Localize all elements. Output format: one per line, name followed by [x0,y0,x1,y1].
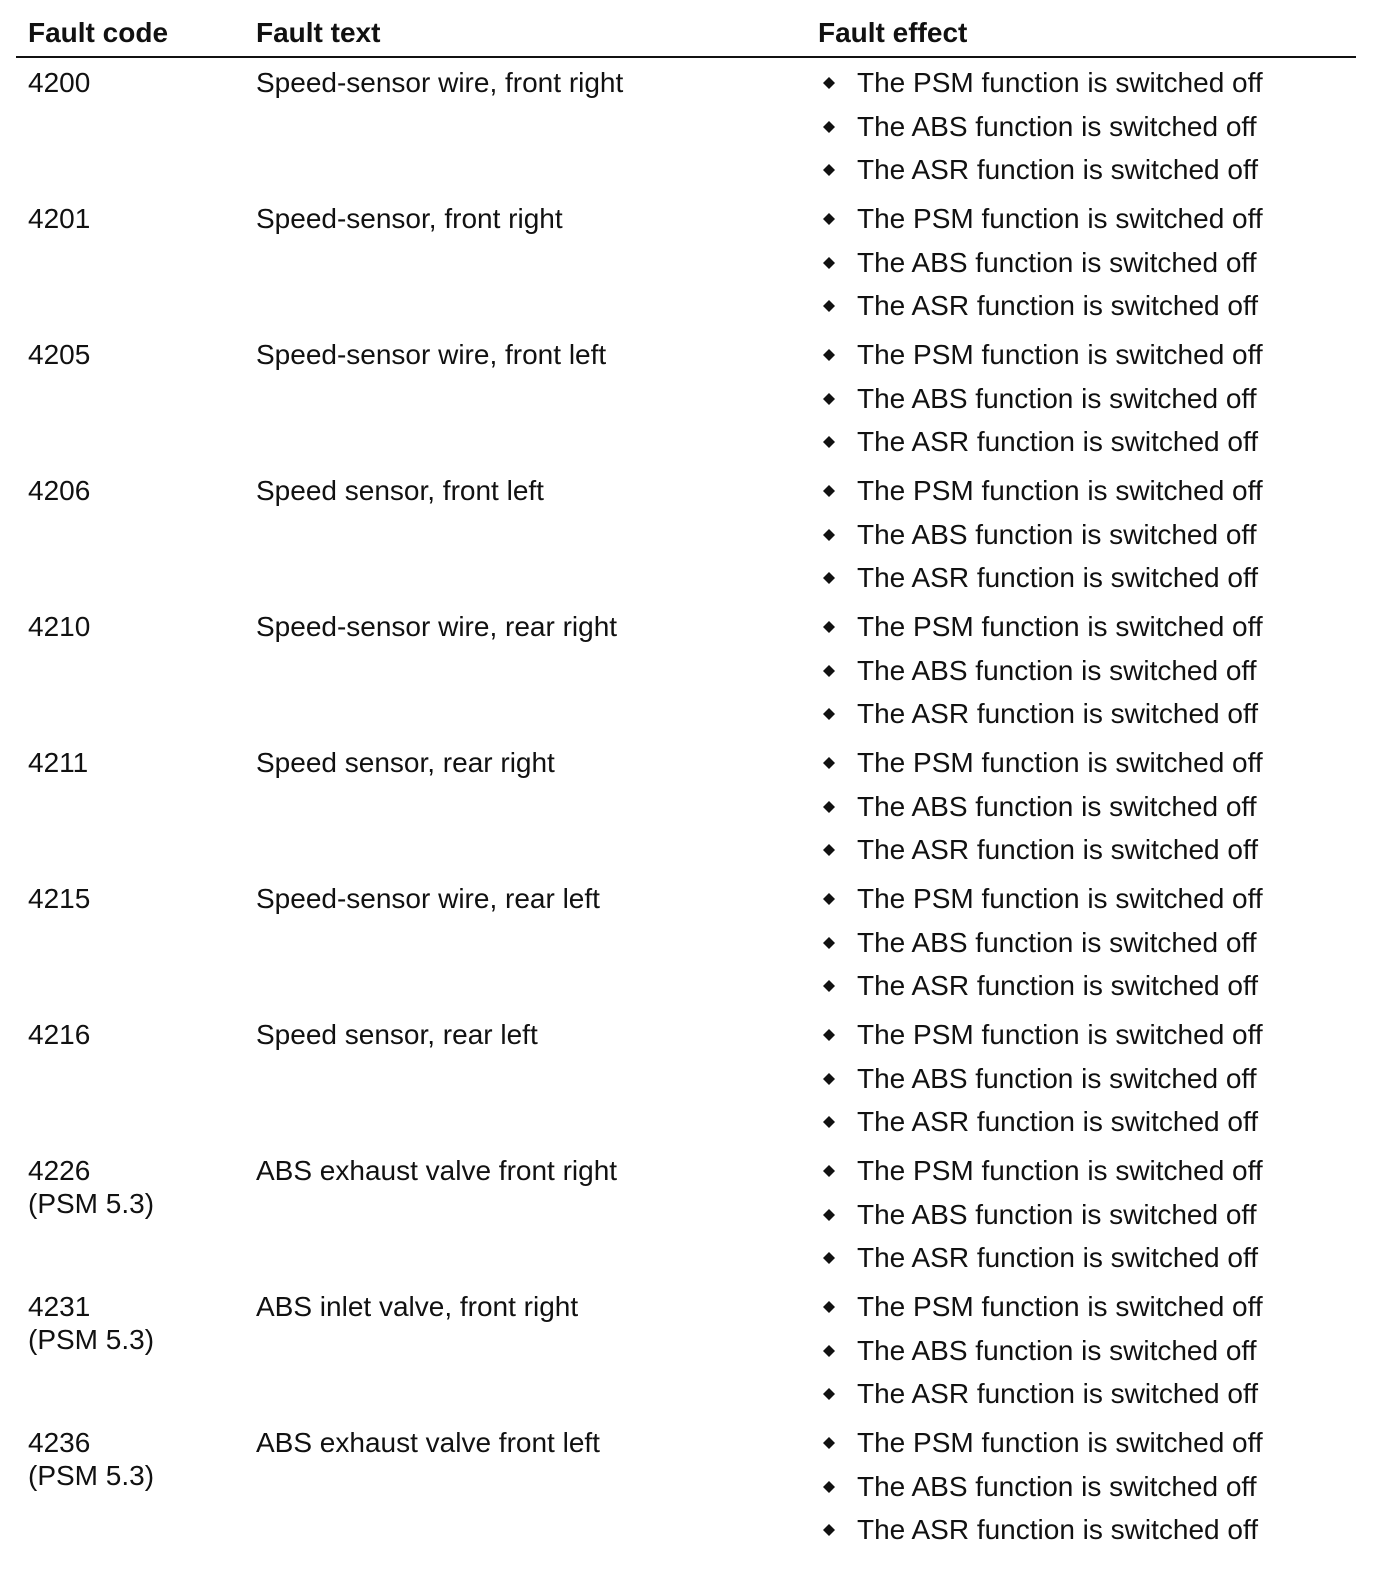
fault-effect-item [820,1513,1263,1557]
fault-code: 4236 [28,1427,91,1458]
fault-effect-item [820,153,1263,197]
fault-effect-item [820,66,1263,110]
fault-effect-text: The ASR function is switched off [857,970,1259,1001]
diamond-bullet-icon [823,1116,835,1128]
diamond-bullet-icon [823,257,835,269]
fault-effect-item [820,1290,1263,1334]
fault-text: Speed sensor, rear right [256,747,555,778]
table-row [0,332,1392,468]
fault-effect-text: The ABS function is switched off [857,518,1257,550]
fault-effect-item [820,382,1263,426]
fault-text: ABS exhaust valve front left [256,1427,600,1458]
fault-text: Speed-sensor wire, rear left [256,883,600,914]
diamond-bullet-icon [823,77,835,89]
fault-effect-item [820,110,1263,154]
header-rule [16,56,1356,58]
fault-effect-text: The ASR function is switched off [857,1514,1259,1545]
fault-effect-item [820,561,1263,605]
fault-code-cell [28,882,90,915]
fault-text: Speed sensor, front left [256,475,544,506]
table-row [0,1284,1392,1420]
table-row [0,196,1392,332]
fault-effect-text: The ABS function is switched off [857,110,1257,142]
diamond-bullet-icon [823,393,835,405]
diamond-bullet-icon [823,436,835,448]
fault-effect-text: The ABS function is switched off [857,654,1257,686]
diamond-bullet-icon [823,164,835,176]
diamond-bullet-icon [823,1252,835,1264]
table-row [0,468,1392,604]
fault-effect-list [820,610,1263,741]
fault-effect-text: The ASR function is switched off [857,290,1259,321]
diamond-bullet-icon [823,1437,835,1449]
diamond-bullet-icon [823,1481,835,1493]
diamond-bullet-icon [823,980,835,992]
table-row [0,60,1392,196]
header-fault-code: Fault code [28,17,169,48]
diamond-bullet-icon [823,300,835,312]
fault-effect-item [820,654,1263,698]
fault-effect-item [820,746,1263,790]
diamond-bullet-icon [823,572,835,584]
fault-effect-item [820,518,1263,562]
diamond-bullet-icon [823,621,835,633]
fault-effect-text: The PSM function is switched off [857,67,1263,98]
diamond-bullet-icon [823,485,835,497]
fault-effect-item [820,289,1263,333]
fault-effect-item [820,790,1263,834]
fault-effect-text: The PSM function is switched off [857,883,1263,914]
fault-code-cell [28,610,90,643]
fault-effect-text: The ABS function is switched off [857,1334,1257,1366]
fault-code: 4226 [28,1155,91,1186]
fault-effect-text: The PSM function is switched off [857,1155,1263,1186]
fault-effect-item [820,1470,1263,1514]
fault-text: Speed-sensor wire, front right [256,67,624,98]
table-row [0,1420,1392,1556]
fault-code-cell [28,338,90,371]
fault-effect-item [820,1334,1263,1378]
fault-effect-item [820,474,1263,518]
fault-effect-list [820,202,1263,333]
diamond-bullet-icon [823,349,835,361]
fault-effect-item [820,969,1263,1013]
fault-code: 4216 [28,1019,91,1050]
fault-text: ABS inlet valve, front right [256,1291,579,1322]
diamond-bullet-icon [823,1388,835,1400]
fault-text: Speed-sensor, front right [256,203,563,234]
fault-effect-text: The PSM function is switched off [857,1427,1263,1458]
fault-effect-text: The PSM function is switched off [857,339,1263,370]
fault-code: 4231 [28,1291,91,1322]
fault-effect-list [820,882,1263,1013]
fault-effect-list [820,746,1263,877]
fault-code: 4201 [28,203,91,234]
diamond-bullet-icon [823,1209,835,1221]
table-row [0,740,1392,876]
fault-effect-text: The PSM function is switched off [857,203,1263,234]
fault-effect-text: The ASR function is switched off [857,426,1259,457]
fault-code-cell [28,1426,154,1492]
diamond-bullet-icon [823,1345,835,1357]
diamond-bullet-icon [823,1073,835,1085]
fault-effect-list [820,474,1263,605]
fault-effect-item [820,610,1263,654]
fault-effect-list [820,1154,1263,1285]
fault-effect-text: The PSM function is switched off [857,611,1263,642]
fault-effect-item [820,1018,1263,1062]
fault-effect-item [820,1154,1263,1198]
fault-effect-text: The ASR function is switched off [857,1242,1259,1273]
fault-effect-item [820,1426,1263,1470]
fault-text: Speed-sensor wire, front left [256,339,607,370]
fault-effect-text: The ABS function is switched off [857,246,1257,278]
fault-code-cell [28,746,88,779]
fault-effect-text: The ASR function is switched off [857,154,1259,185]
fault-effect-item [820,1377,1263,1421]
fault-effect-item [820,1241,1263,1285]
diamond-bullet-icon [823,665,835,677]
table-row [0,1148,1392,1284]
table-row [0,1012,1392,1148]
fault-code-note: (PSM 5.3) [28,1188,155,1219]
fault-code-note: (PSM 5.3) [28,1460,155,1491]
header-fault-effect: Fault effect [818,17,968,48]
fault-effect-item [820,1105,1263,1149]
fault-code: 4206 [28,475,91,506]
table-header [0,14,1392,56]
diamond-bullet-icon [823,844,835,856]
diamond-bullet-icon [823,708,835,720]
fault-code: 4211 [28,747,89,778]
table-row [0,876,1392,1012]
diamond-bullet-icon [823,1029,835,1041]
diamond-bullet-icon [823,757,835,769]
fault-effect-item [820,697,1263,741]
fault-code: 4205 [28,339,91,370]
fault-code: 4215 [28,883,91,914]
table-body [0,60,1392,1556]
fault-effect-text: The ABS function is switched off [857,926,1257,958]
fault-effect-list [820,1018,1263,1149]
diamond-bullet-icon [823,213,835,225]
diamond-bullet-icon [823,1524,835,1536]
diamond-bullet-icon [823,529,835,541]
fault-effect-list [820,66,1263,197]
fault-effect-text: The ASR function is switched off [857,562,1259,593]
fault-effect-text: The ABS function is switched off [857,1198,1257,1230]
fault-text: ABS exhaust valve front right [256,1155,618,1186]
fault-code-cell [28,1018,90,1051]
table-row [0,604,1392,740]
fault-effect-list [820,1290,1263,1421]
fault-code: 4210 [28,611,91,642]
fault-text: Speed-sensor wire, rear right [256,611,618,642]
fault-code-cell [28,1154,154,1220]
fault-code-cell [28,474,90,507]
fault-effect-text: The ABS function is switched off [857,790,1257,822]
fault-effect-text: The PSM function is switched off [857,1291,1263,1322]
fault-effect-text: The ASR function is switched off [857,1106,1259,1137]
fault-effect-text: The PSM function is switched off [857,1019,1263,1050]
diamond-bullet-icon [823,1165,835,1177]
fault-effect-item [820,1198,1263,1242]
fault-effect-list [820,338,1263,469]
fault-code-cell [28,202,90,235]
diamond-bullet-icon [823,893,835,905]
header-fault-text: Fault text [256,17,381,48]
fault-effect-text: The PSM function is switched off [857,475,1263,506]
fault-effect-item [820,926,1263,970]
fault-effect-text: The ASR function is switched off [857,834,1259,865]
fault-effect-item [820,833,1263,877]
fault-effect-text: The ABS function is switched off [857,1470,1257,1502]
fault-effect-text: The ASR function is switched off [857,698,1259,729]
diamond-bullet-icon [823,1301,835,1313]
fault-code-cell [28,1290,154,1356]
fault-text: Speed sensor, rear left [256,1019,538,1050]
fault-effect-text: The ABS function is switched off [857,382,1257,414]
fault-code-cell [28,66,90,99]
fault-code-note: (PSM 5.3) [28,1324,155,1355]
fault-effect-text: The ABS function is switched off [857,1062,1257,1094]
fault-effect-item [820,246,1263,290]
diamond-bullet-icon [823,121,835,133]
fault-effect-item [820,882,1263,926]
fault-effect-item [820,202,1263,246]
diamond-bullet-icon [823,801,835,813]
fault-effect-text: The ASR function is switched off [857,1378,1259,1409]
fault-code: 4200 [28,67,91,98]
fault-effect-item [820,425,1263,469]
diamond-bullet-icon [823,937,835,949]
fault-effect-text: The PSM function is switched off [857,747,1263,778]
fault-effect-item [820,1062,1263,1106]
fault-effect-item [820,338,1263,382]
fault-effect-list [820,1426,1263,1557]
